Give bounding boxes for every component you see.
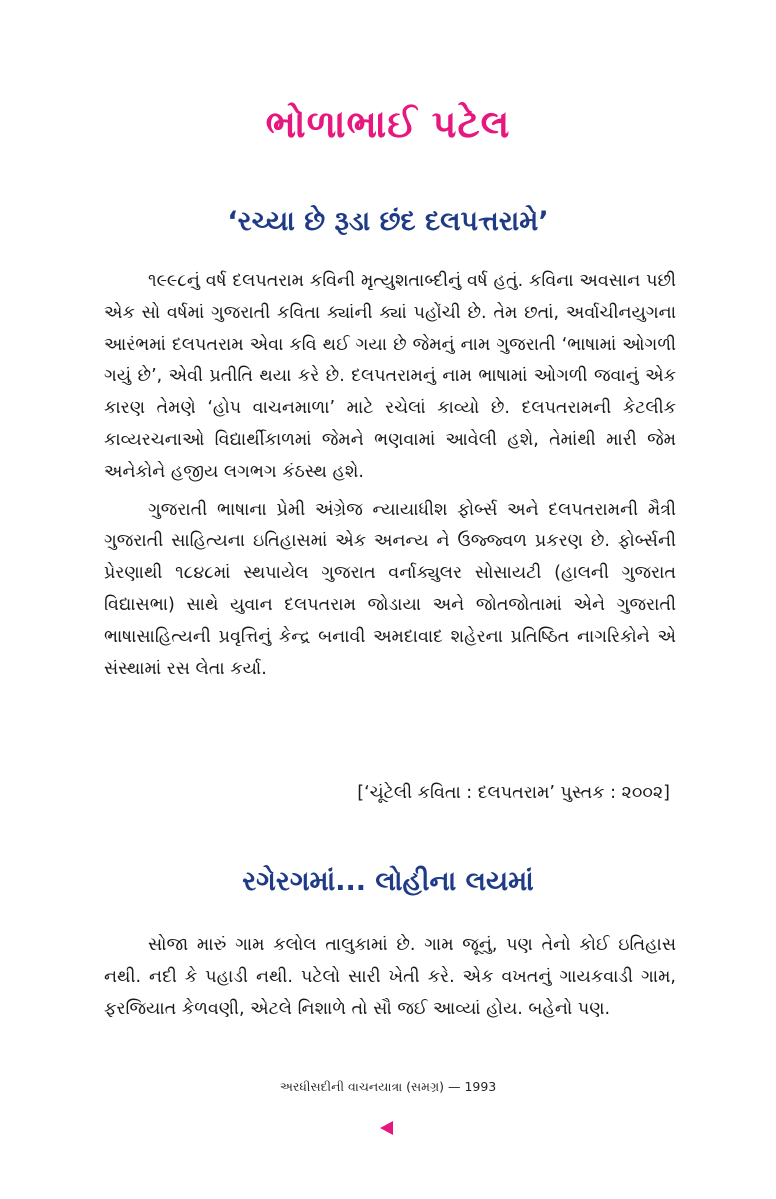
paragraph: ૧૯૯૮નું વર્ષ દલપતરામ કવિની મૃત્યુશતાબ્દીનું વર્ષ હતું. કવિના અવસાન પછી એક સો વર્ષમાં ગુજરાતી કવિતા ક્યાંની ક્યાં પહોંચી છે. તેમ છતાં, અર્વાચીનયુગના આરંભમાં દલપતરામ એવા કવિ થઈ ગયા છે જેમનું નામ ગુજરાતી ‘ભાષામાં ઓગળી ગયું છે’, એવી પ્રતીતિ થયા કરે છે. દલપતરામનું નામ ભાષામાં ઓગળી જવાનું એક કારણ તેમણે ‘હોપ વાચનમાળા’ માટે રચેલાં કાવ્યો છે. દલપતરામની કેટલીક કાવ્યરચનાઓ વિદ્યાર્થીકાળમાં જેમને ભણવામાં આવેલી હશે, તેમાંથી મારી જેમ અનેકોને હજીય લગભગ કંઠસ્થ હશે. [104, 271, 676, 482]
author-name: ભોળાભાઈ પટેલ [265, 102, 511, 146]
section-title-1: ‘રચ્યા છે રૂડા છંદ દલપત્તરામે’ [227, 206, 549, 237]
source-citation: [‘ચૂંટેલી કવિતા : દલપતરામ’ પુસ્તક : ૨૦૦૨] [357, 783, 670, 803]
triangle-left-icon [380, 1121, 393, 1135]
paragraph: ગુજરાતી ભાષાના પ્રેમી અંગ્રેજ ન્યાયાધીશ ફોર્બ્સ અને દલપતરામની મૈત્રી ગુજરાતી સાહિત્યના ઇતિહાસમાં એક અનન્ય ને ઉજ્જ્વળ પ્રકરણ છે. ફોર્બ્સની પ્રેરણાથી ૧૮૪૮માં સ્થપાયેલ ગુજરાત વર્નાક્યુલર સોસાયટી (હાલની ગુજરાત વિદ્યાસભા) સાથે યુવાન દલપતરામ જોડાયા અને જોતજોતામાં એને ગુજરાતી ભાષાસાહિત્યની પ્રવૃત્તિનું કેન્દ્ર બનાવી અમદાવાદ શહેરના પ્રતિષ્ઠિત નાગરિકોને એ સંસ્થામાં રસ લેતા કર્યા. [104, 499, 676, 679]
section-2-body [104, 930, 676, 1031]
paragraph: સોજા મારું ગામ કલોલ તાલુકામાં છે. ગામ જૂનું, પણ તેનો કોઈ ઇતિહાસ નથી. નદી કે પહાડી નથી. પટેલો સારી ખેતી કરે. એક વખતનું ગાયકવાડી ગામ, ફરજિયાત કેળવણી, એટલે નિશાળે તો સૌ જઈ આવ્યાં હોય. બહેનો પણ. [104, 935, 676, 1019]
section-title-2: રગેરગમાં... લોહીના લયમાં [242, 866, 534, 897]
page-footer: અરધીસદીની વાચનયાત્રા (સમગ્ર) — 1993 [279, 1079, 497, 1094]
section-1-body [104, 266, 676, 691]
